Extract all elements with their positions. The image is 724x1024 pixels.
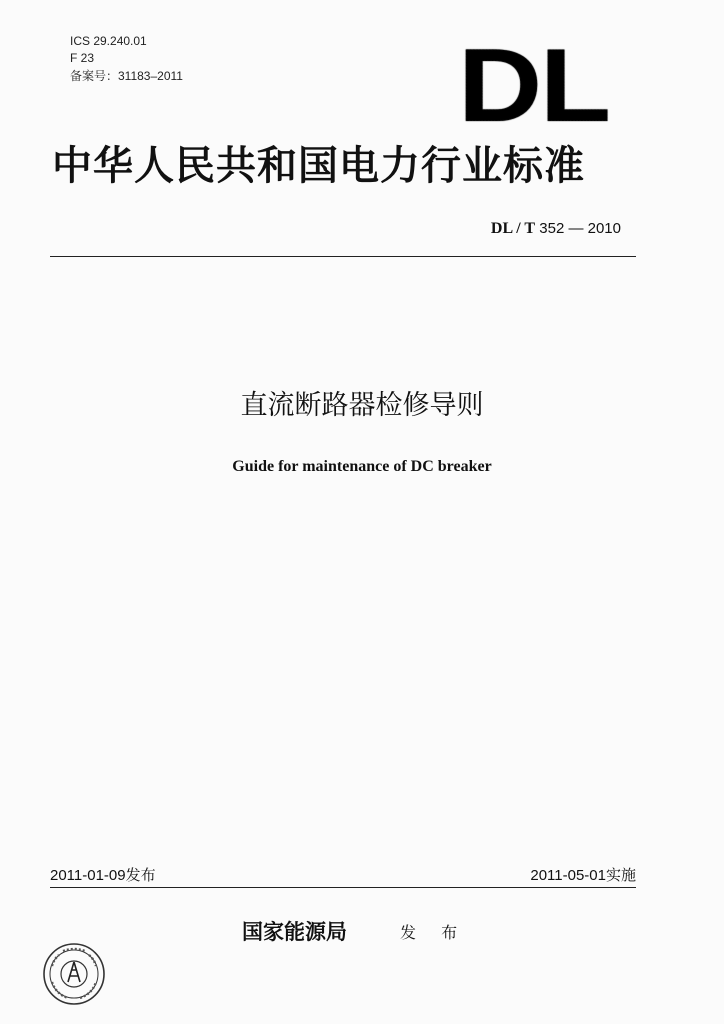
record-number: 备案号：31183–2011 bbox=[70, 69, 183, 83]
standard-category: 中华人民共和国电力行业标准 bbox=[52, 142, 585, 189]
ccs-code: F 23 bbox=[70, 51, 95, 65]
standard-number-year: 352 — 2010 bbox=[539, 220, 621, 237]
publish-label: 发 布 bbox=[400, 923, 468, 942]
publisher-seal-icon bbox=[42, 942, 106, 1006]
standard-number bbox=[491, 220, 621, 238]
bottom-divider bbox=[50, 887, 636, 888]
issue-date: 2011-01-09发布 bbox=[50, 867, 156, 884]
document-title-zh: 直流断路器检修导则 bbox=[240, 390, 484, 421]
document-title-en: Guide for maintenance of DC breaker bbox=[232, 458, 492, 475]
dl-logo: DL bbox=[458, 28, 609, 144]
top-divider bbox=[50, 256, 636, 257]
publisher-name: 国家能源局 bbox=[242, 919, 347, 944]
implementation-date: 2011-05-01实施 bbox=[530, 867, 636, 884]
ics-code: ICS 29.240.01 bbox=[70, 34, 147, 48]
standard-code: DL / T bbox=[490, 220, 536, 237]
